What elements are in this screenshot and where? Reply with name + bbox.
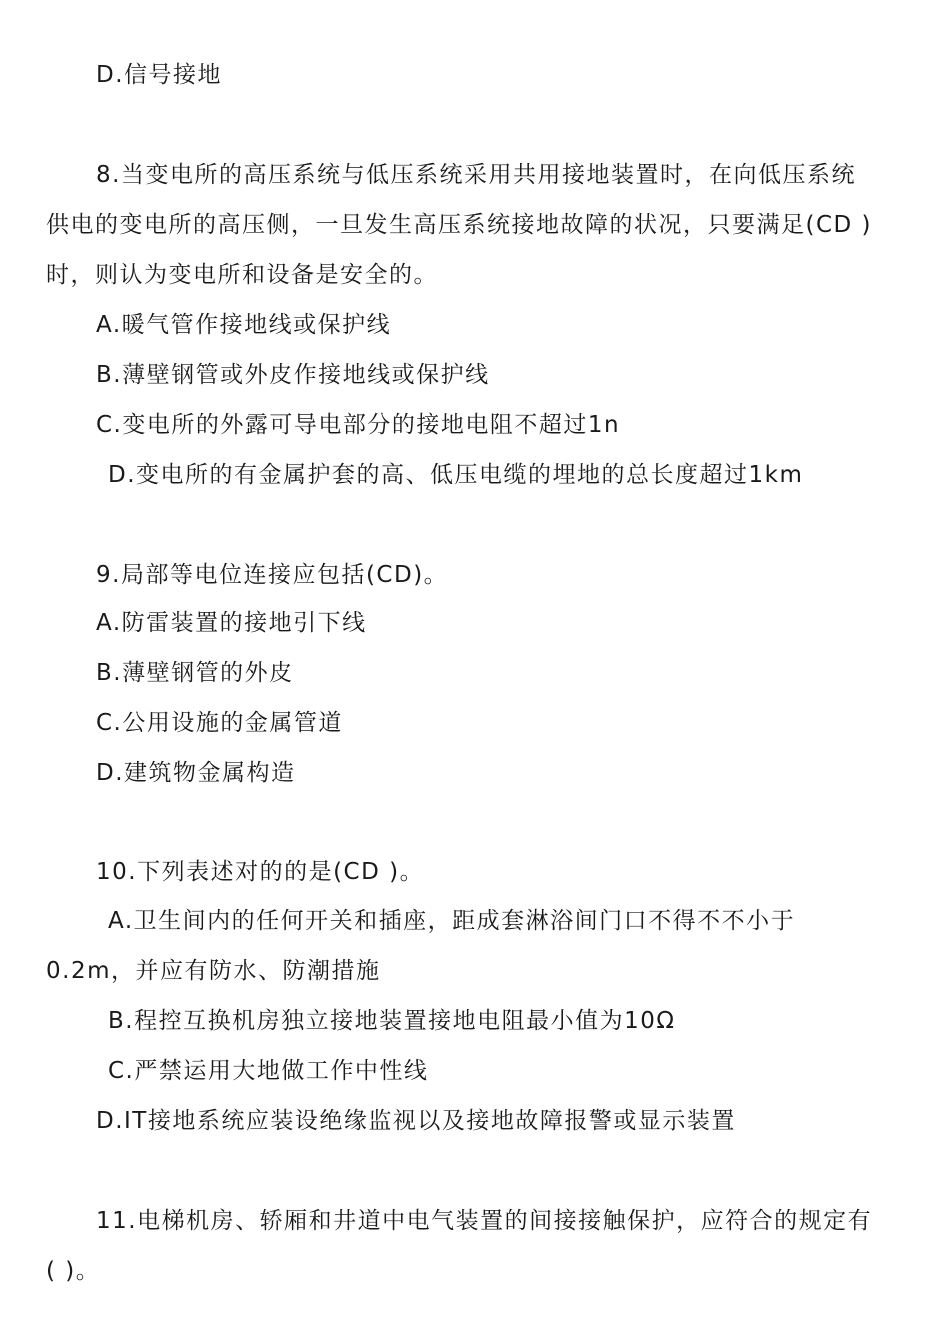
q7-option-d: D.信号接地 [96,62,223,88]
q10-option-a-line-1: A.卫生间内的任何开关和插座，距成套淋浴间门口不得不不小于 [108,908,796,934]
q8-option-a: A.暖气管作接地线或保护线 [96,312,392,338]
q8-stem-line-1: 8.当变电所的高压系统与低压系统采用共用接地装置时，在向低压系统 [96,162,856,188]
q10-stem: 10.下列表述对的的是(CD )。 [96,859,425,885]
q9-option-d: D.建筑物金属构造 [96,760,296,786]
q10-option-d: D.IT接地系统应装设绝缘监视以及接地故障报警或显示装置 [96,1108,736,1134]
q11-stem-line-1: 11.电梯机房、轿厢和井道中电气装置的间接接触保护，应符合的规定有 [96,1208,873,1234]
q8-option-b: B.薄壁钢管或外皮作接地线或保护线 [96,362,490,388]
q8-stem-line-3: 时，则认为变电所和设备是安全的。 [46,262,438,288]
q10-option-c: C.严禁运用大地做工作中性线 [108,1058,429,1084]
q9-stem: 9.局部等电位连接应包括(CD)。 [96,562,449,588]
q9-option-a: A.防雷装置的接地引下线 [96,610,367,636]
q10-option-a-line-2: 0.2m，并应有防水、防潮措施 [46,958,381,984]
q9-option-b: B.薄壁钢管的外皮 [96,660,294,686]
q8-option-c: C.变电所的外露可导电部分的接地电阻不超过1n [96,412,621,438]
q11-stem-line-2: ( )。 [46,1258,101,1284]
q8-option-d: D.变电所的有金属护套的高、低压电缆的埋地的总长度超过1km [108,462,804,488]
q8-stem-line-2: 供电的变电所的高压侧，一旦发生高压系统接地故障的状况，只要满足(CD ) [46,212,873,238]
q9-option-c: C.公用设施的金属管道 [96,710,343,736]
q10-option-b: B.程控互换机房独立接地装置接地电阻最小值为10Ω [108,1008,676,1034]
